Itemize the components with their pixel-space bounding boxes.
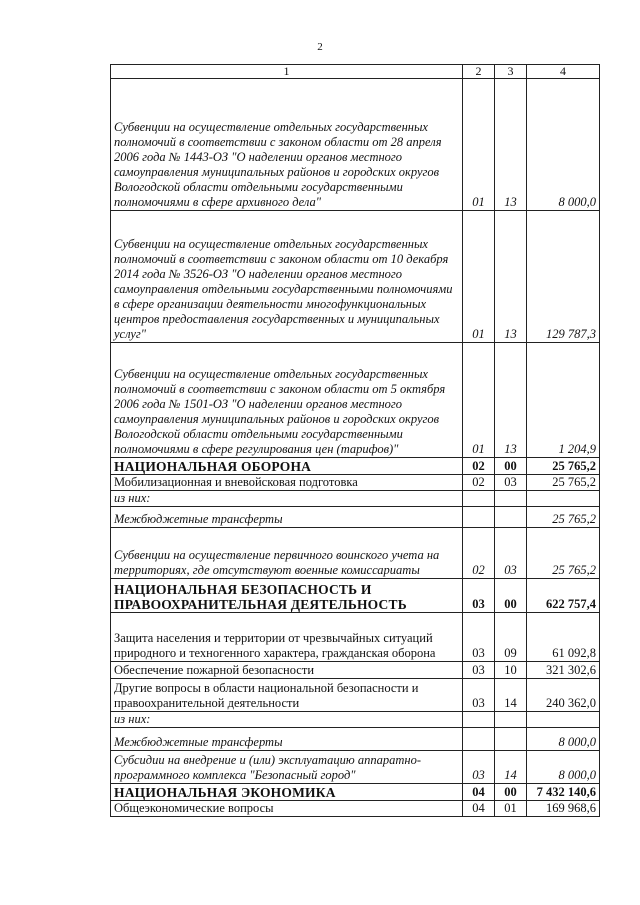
table-row — [111, 343, 600, 458]
table-row — [111, 507, 600, 528]
row-description: Межбюджетные трансферты — [111, 507, 463, 528]
row-amount: 622 757,4 — [527, 579, 600, 613]
row-description: Субвенции на осуществление первичного воинского учета на территориях, где отсутствуют военные комиссариаты — [111, 528, 463, 579]
row-subsection-code — [495, 507, 527, 528]
row-amount: 240 362,0 — [527, 679, 600, 712]
table-row — [111, 751, 600, 784]
table-row — [111, 728, 600, 751]
row-amount: 61 092,8 — [527, 613, 600, 662]
row-section-code — [463, 507, 495, 528]
row-description: из них: — [111, 712, 463, 728]
row-subsection-code: 13 — [495, 211, 527, 343]
row-description: Другие вопросы в области национальной безопасности и правоохранительной деятельности — [111, 679, 463, 712]
row-subsection-code: 03 — [495, 475, 527, 491]
row-amount — [527, 712, 600, 728]
row-description: Обеспечение пожарной безопасности — [111, 662, 463, 679]
row-subsection-code: 14 — [495, 751, 527, 784]
row-subsection-code — [495, 491, 527, 507]
row-section-code: 02 — [463, 475, 495, 491]
row-subsection-code: 01 — [495, 801, 527, 817]
row-subsection-code: 13 — [495, 79, 527, 211]
row-description: Субвенции на осуществление отдельных государственных полномочий в соответствии с законом области от 5 октября 2006 года № 1501-ОЗ "О наделении органов местного самоуправления муниципальных районов и городских округов Вологодской области отдельными государственными полномочиями в сфере регулирования цен (тарифов)" — [111, 343, 463, 458]
row-section-code: 03 — [463, 579, 495, 613]
row-section-code: 02 — [463, 458, 495, 475]
row-description: НАЦИОНАЛЬНАЯ ОБОРОНА — [111, 458, 463, 475]
header-col-1: 1 — [111, 65, 463, 79]
row-section-code: 04 — [463, 801, 495, 817]
table-row — [111, 475, 600, 491]
row-amount: 7 432 140,6 — [527, 784, 600, 801]
row-subsection-code: 13 — [495, 343, 527, 458]
row-amount: 25 765,2 — [527, 458, 600, 475]
table-row — [111, 801, 600, 817]
row-section-code: 03 — [463, 662, 495, 679]
header-col-4: 4 — [527, 65, 600, 79]
row-subsection-code: 09 — [495, 613, 527, 662]
table-row — [111, 662, 600, 679]
row-description: Субвенции на осуществление отдельных государственных полномочий в соответствии с законом области от 10 декабря 2014 года № 3526-ОЗ "О наделении органов местного самоуправления отдельными государственными полномочиями в сфере организации деятельности многофункциональных центров предоставления государственных и муниципальных услуг" — [111, 211, 463, 343]
row-subsection-code — [495, 712, 527, 728]
row-section-code — [463, 491, 495, 507]
row-section-code: 04 — [463, 784, 495, 801]
table-row — [111, 613, 600, 662]
row-section-code: 03 — [463, 613, 495, 662]
row-section-code: 01 — [463, 211, 495, 343]
row-section-code: 01 — [463, 79, 495, 211]
section-row — [111, 784, 600, 801]
row-section-code: 03 — [463, 751, 495, 784]
row-section-code: 02 — [463, 528, 495, 579]
table-row — [111, 528, 600, 579]
row-subsection-code: 14 — [495, 679, 527, 712]
row-subsection-code: 10 — [495, 662, 527, 679]
row-description: Субсидии на внедрение и (или) эксплуатацию аппаратно-программного комплекса "Безопасный город" — [111, 751, 463, 784]
row-amount: 1 204,9 — [527, 343, 600, 458]
row-description: Межбюджетные трансферты — [111, 728, 463, 751]
section-row — [111, 579, 600, 613]
row-section-code — [463, 712, 495, 728]
row-amount: 25 765,2 — [527, 528, 600, 579]
row-amount: 169 968,6 — [527, 801, 600, 817]
row-amount: 129 787,3 — [527, 211, 600, 343]
row-description: НАЦИОНАЛЬНАЯ БЕЗОПАСНОСТЬ И ПРАВООХРАНИТЕЛЬНАЯ ДЕЯТЕЛЬНОСТЬ — [111, 579, 463, 613]
row-section-code: 01 — [463, 343, 495, 458]
row-amount: 25 765,2 — [527, 507, 600, 528]
header-col-3: 3 — [495, 65, 527, 79]
row-section-code — [463, 728, 495, 751]
row-amount: 8 000,0 — [527, 79, 600, 211]
row-section-code: 03 — [463, 679, 495, 712]
row-amount: 321 302,6 — [527, 662, 600, 679]
table-row — [111, 79, 600, 211]
row-amount: 8 000,0 — [527, 751, 600, 784]
row-amount: 25 765,2 — [527, 475, 600, 491]
row-description: Общеэкономические вопросы — [111, 801, 463, 817]
budget-table — [110, 64, 600, 817]
table-row — [111, 491, 600, 507]
page-number: 2 — [317, 41, 323, 53]
table-row — [111, 712, 600, 728]
row-amount: 8 000,0 — [527, 728, 600, 751]
row-subsection-code: 00 — [495, 579, 527, 613]
row-amount — [527, 491, 600, 507]
header-col-2: 2 — [463, 65, 495, 79]
table-row — [111, 211, 600, 343]
row-description: Субвенции на осуществление отдельных государственных полномочий в соответствии с законом области от 28 апреля 2006 года № 1443-ОЗ "О наделении органов местного самоуправления муниципальных районов и городских округов Вологодской области отдельными государственными полномочиями в сфере архивного дела" — [111, 79, 463, 211]
row-subsection-code — [495, 728, 527, 751]
row-subsection-code: 00 — [495, 458, 527, 475]
row-description: Мобилизационная и вневойсковая подготовка — [111, 475, 463, 491]
row-subsection-code: 00 — [495, 784, 527, 801]
row-subsection-code: 03 — [495, 528, 527, 579]
table-row — [111, 679, 600, 712]
row-description: НАЦИОНАЛЬНАЯ ЭКОНОМИКА — [111, 784, 463, 801]
row-description: Защита населения и территории от чрезвычайных ситуаций природного и техногенного характера, гражданская оборона — [111, 613, 463, 662]
section-row — [111, 458, 600, 475]
header-row — [111, 65, 600, 79]
row-description: из них: — [111, 491, 463, 507]
